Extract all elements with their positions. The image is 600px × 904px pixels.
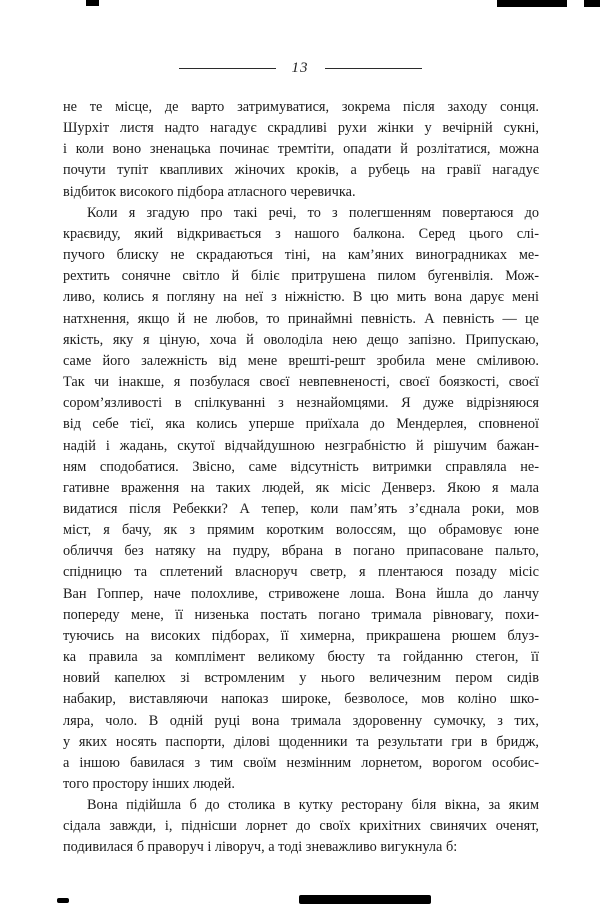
text-line: і коли воно зненацька починає тремтіти, опадати й розлітатися, можна (63, 141, 539, 158)
text-line: пучого блиску не скрадаються тіні, на кам’яних виноградниках ме- (63, 247, 539, 264)
text-line: гативне враження на таких людей, як місіс Денверз. Якою я мала (63, 479, 539, 496)
text-line: ливо, колись я погляну на неї з ніжністю. В цю мить вона дарує мені (63, 289, 539, 306)
paragraph (63, 795, 539, 858)
page-number: 13 (291, 60, 309, 76)
text-line: новий капелюх зі встромленим у нього величезним пером сидів (63, 670, 539, 687)
text-line: Шурхіт листя надто нагадує скрадливі рухи жінки у вечірній сукні, (63, 120, 539, 137)
text-line: а іншою бавилася з тим своїм незмінним лорнетом, ворогом особис- (63, 754, 539, 771)
text-line: спідницю та сплетений власноруч светр, я плентаюся позаду місіс (63, 564, 539, 581)
text-line: якість, яку я ціную, хоча й оволоділа нею дещо запізно. Припускаю, (63, 331, 539, 348)
page-header (62, 59, 538, 77)
paragraph (63, 203, 539, 795)
text-line: ка правила за комплімент великому бюсту та гойданню стегон, її (63, 649, 539, 666)
scan-artifact (57, 898, 69, 903)
text-line: від себе тієї, яка колись уперше приїхала до Мендерлея, сповненої (63, 416, 539, 433)
text-line: натхнення, якщо й не любов, то принаймні певність. А певність — це (63, 310, 539, 327)
text-line: подивилася б праворуч і ліворуч, а тоді зневажливо вигукнула б: (63, 839, 458, 856)
scan-artifact (299, 895, 431, 904)
text-line: краєвиду, який відкривається з нашого балкона. Серед цього слі- (63, 225, 539, 242)
text-line: Так чи інакше, я позбулася своєї невпевненості, своєї боязкості, своєї (63, 374, 539, 391)
text-line: сором’язливості в спілкуванні з незнайомцями. Я дуже відрізняюся (63, 395, 539, 412)
text-line: саме його залежність від мене врешті-решт зробила мене сміливою. (63, 352, 539, 369)
text-line: міст, я бачу, як з прямим коротким волоссям, що обрамовує юне (63, 522, 539, 539)
text-line: сідала завжди, і, піднісши лорнет до своїх крихітних свинячих оченят, (63, 818, 539, 835)
text-line: набакир, виставляючи напоказ широке, безволосе, мов коліно шко- (63, 691, 539, 708)
text-line: ням сподобатися. Звісно, саме відсутність витримки справляла не- (63, 458, 539, 475)
text-line: почути тупіт квапливих жіночих кроків, а рубець на гравії нагадує (63, 162, 539, 179)
text-line: рехтить сонячне світло й біліє притрушена пилом бугенвілія. Мож- (63, 268, 539, 285)
text-line: Ван Гоппер, наче полохливе, стривожене лоша. Вона йшла до ланчу (63, 585, 539, 602)
text-line: ляра, чоло. В одній руці вона тримала здоровенну сумочку, з тих, (63, 712, 539, 729)
text-line: у яких носять паспорти, ділові щоденники та результати гри в бридж, (63, 733, 539, 750)
paragraph (63, 97, 539, 203)
text-line: відбиток високого підбора атласного черевичка. (63, 183, 356, 200)
text-line: не те місце, де варто затримуватися, зокрема після заходу сонця. (63, 99, 539, 115)
text-line: обличчя без натяку на пудру, вбрана в погано припасоване пальто, (63, 543, 539, 560)
header-rule-left (179, 68, 276, 69)
text-line: Коли я згадую про такі речі, то з полегшенням повертаюся до (87, 204, 539, 221)
header-rule-right (325, 68, 422, 69)
text-line: того простору інших людей. (63, 776, 235, 792)
scan-artifact (497, 0, 567, 7)
text-line: видатися після Ребекки? А тепер, коли пам’ять з’єднала роки, мов (63, 500, 539, 517)
text-line: надій і жадань, скутої відчайдушною незграбністю й рішучим бажан- (63, 437, 539, 454)
text-line: Вона підійшла б до столика в кутку ресторану біля вікна, за яким (87, 797, 539, 814)
scan-artifact (86, 0, 99, 6)
text-line: туючись на високих підборах, її химерна, прикрашена рюшем блуз- (63, 627, 539, 644)
text-line: попереду мене, її низенька постать погано тримала рівновагу, похи- (63, 606, 539, 623)
page-body (63, 97, 539, 859)
scan-artifact (584, 0, 600, 7)
